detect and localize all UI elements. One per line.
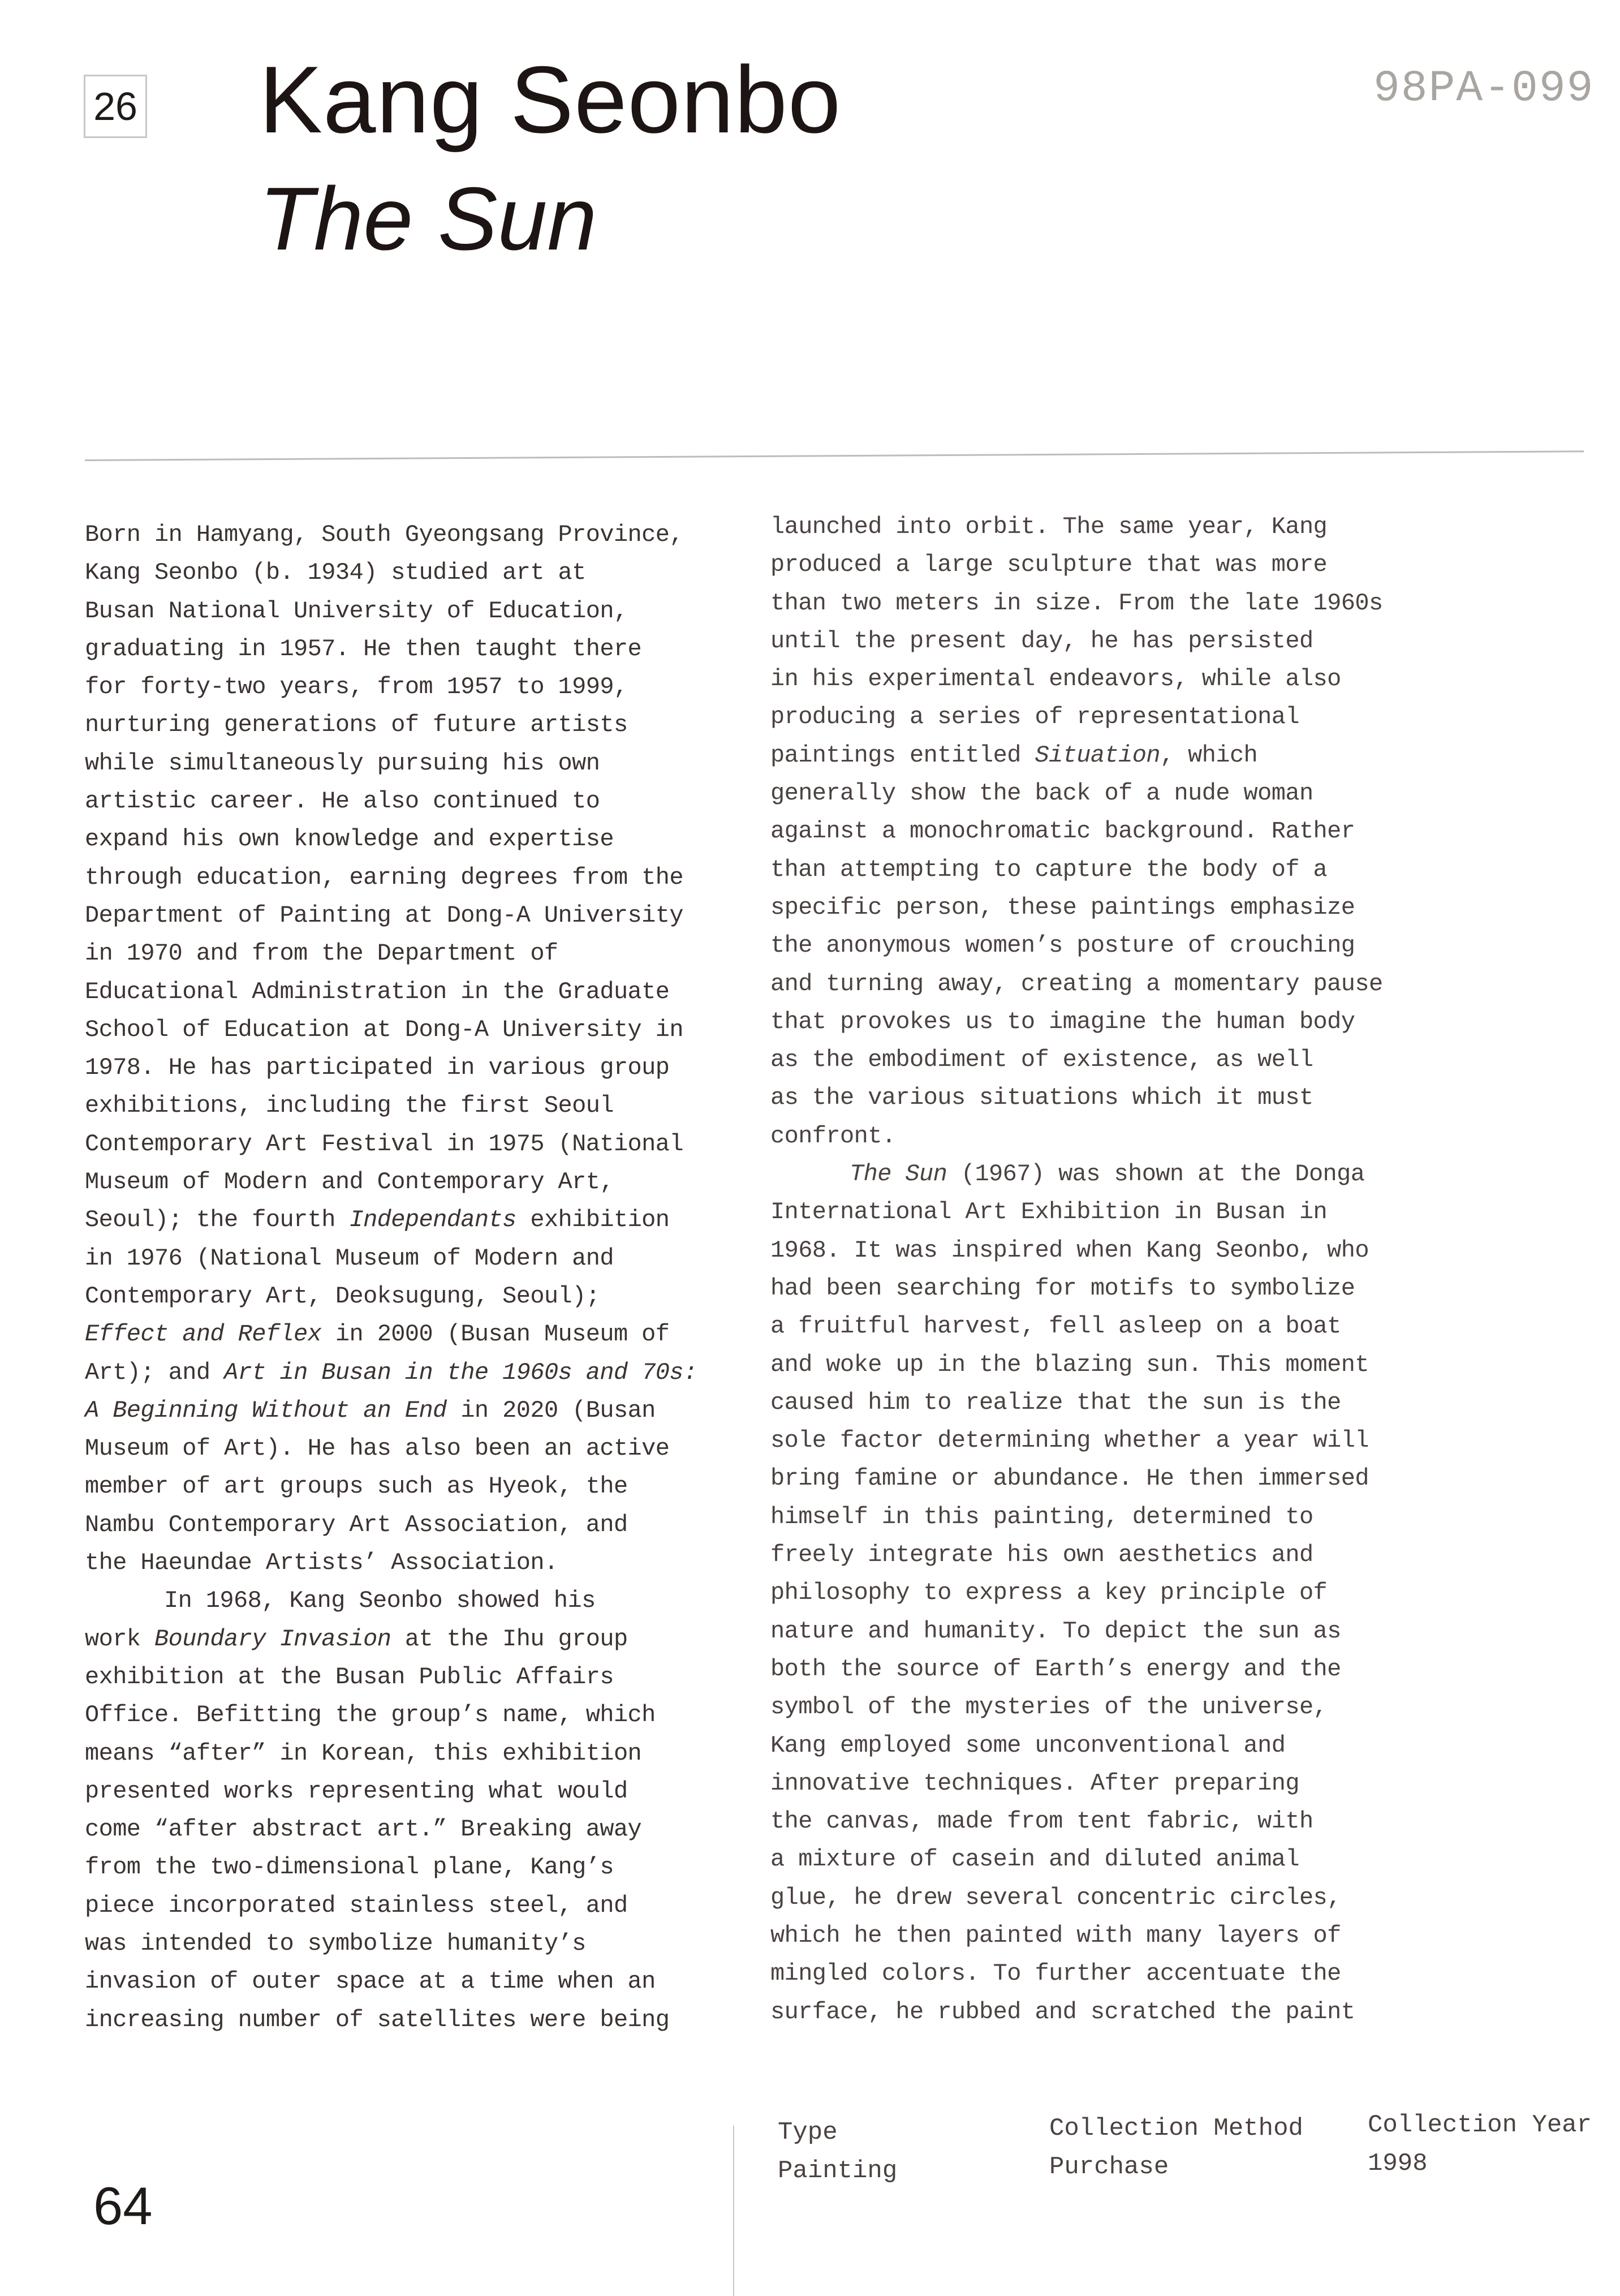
text-run: from the two-dimensional plane, Kang’s: [85, 1854, 614, 1881]
meta-collection-year: [1368, 2106, 1592, 2183]
text-run: had been searching for motifs to symbolize: [770, 1274, 1355, 1302]
text-line: [770, 1498, 1383, 1536]
text-run: Contemporary Art Festival in 1975 (National: [85, 1130, 683, 1158]
text-line: [85, 630, 697, 668]
text-run: Born in Hamyang, South Gyeongsang Province,: [85, 521, 683, 548]
text-run: philosophy to express a key principle of: [770, 1579, 1328, 1607]
text-run: as the various situations which it must: [770, 1084, 1313, 1112]
meta-method-value: Purchase: [1049, 2153, 1169, 2181]
text-run: in 1976 (National Museum of Modern and: [85, 1244, 614, 1272]
text-line: [770, 851, 1383, 889]
text-line: [85, 1506, 697, 1544]
text-line: [85, 1049, 697, 1087]
text-line: [85, 1925, 697, 1963]
text-line: [770, 1727, 1383, 1765]
text-run: presented works representing what would: [85, 1777, 628, 1805]
work-title: The Sun: [259, 169, 597, 269]
text-line: [770, 1765, 1383, 1803]
italic-title: A Beginning Without an End: [85, 1396, 447, 1424]
meta-type-label: Type: [778, 2118, 838, 2147]
text-run: as the embodiment of existence, as well: [770, 1046, 1313, 1074]
text-run: Kang employed some unconventional and: [770, 1731, 1286, 1759]
text-run: launched into orbit. The same year, Kang: [770, 513, 1328, 540]
text-line: [85, 1240, 697, 1278]
text-line: [85, 1430, 697, 1468]
text-line: [85, 1544, 697, 1582]
text-run: (1967) was shown at the Donga: [947, 1160, 1365, 1188]
text-run: the Haeundae Artists’ Association.: [85, 1549, 558, 1577]
text-run: School of Education at Dong-A University in: [85, 1016, 683, 1043]
text-run: , which: [1160, 741, 1258, 769]
text-run: Contemporary Art, Deoksugung, Seoul);: [85, 1282, 600, 1310]
text-line: [85, 554, 697, 592]
meta-type: [778, 2113, 897, 2190]
text-run: and woke up in the blazing sun. This moment: [770, 1351, 1369, 1378]
entry-number-box: [84, 75, 147, 138]
text-run: expand his own knowledge and expertise: [85, 825, 614, 853]
text-run: in 2000 (Busan Museum of: [321, 1321, 670, 1348]
text-run: through education, earning degrees from the: [85, 863, 683, 891]
text-line: [85, 1163, 697, 1201]
text-line: [770, 698, 1383, 736]
italic-title: Art in Busan in the 1960s and 70s:: [224, 1358, 697, 1386]
text-line: [85, 516, 697, 554]
text-run: the canvas, made from tent fabric, with: [770, 1808, 1313, 1835]
text-line: [770, 775, 1383, 812]
body-column-right: [770, 508, 1383, 2031]
italic-title: Effect and Reflex: [85, 1321, 322, 1348]
text-run: in 1970 and from the Department of: [85, 940, 558, 968]
text-run: specific person, these paintings emphasize: [770, 893, 1355, 921]
text-run: at the Ihu group: [391, 1625, 628, 1653]
reference-code: 98PA-099: [1373, 64, 1595, 114]
meta-year-value: 1998: [1368, 2149, 1428, 2178]
text-run: In 1968, Kang Seonbo showed his: [164, 1587, 596, 1615]
text-run: 1968. It was inspired when Kang Seonbo, who: [770, 1236, 1369, 1264]
text-line: [770, 1079, 1383, 1117]
text-line: [85, 592, 697, 630]
text-line: [770, 965, 1383, 1003]
text-line: [85, 1735, 697, 1773]
text-run: producing a series of representational: [770, 703, 1299, 731]
text-line: [85, 935, 697, 973]
text-line: [770, 1384, 1383, 1422]
meta-method-label: Collection Method: [1049, 2114, 1303, 2143]
text-line: [770, 546, 1383, 584]
text-line: [85, 1315, 697, 1353]
text-line: [85, 859, 697, 897]
text-line: [85, 745, 697, 782]
text-run: exhibition at the Busan Public Affairs: [85, 1663, 614, 1691]
text-run: sole factor determining whether a year will: [770, 1427, 1369, 1455]
text-run: Department of Painting at Dong-A University: [85, 901, 683, 929]
text-line: [85, 1658, 697, 1696]
text-line: [770, 1917, 1383, 1955]
text-line: [770, 1879, 1383, 1917]
text-line: [770, 508, 1383, 546]
text-run: Seoul); the fourth: [85, 1206, 350, 1234]
text-line: [85, 1125, 697, 1163]
text-line: [85, 1811, 697, 1848]
text-run: the anonymous women’s posture of crouching: [770, 932, 1355, 960]
text-run: and turning away, creating a momentary pause: [770, 970, 1383, 997]
text-line: [770, 1613, 1383, 1650]
text-run: graduating in 1957. He then taught there: [85, 635, 642, 663]
text-line: [770, 1803, 1383, 1841]
text-run: against a monochromatic background. Rather: [770, 818, 1355, 845]
text-run: caused him to realize that the sun is the: [770, 1388, 1341, 1416]
text-run: until the present day, he has persisted: [770, 627, 1313, 655]
text-run: Busan National University of Education,: [85, 597, 628, 625]
text-line: [85, 1087, 697, 1125]
text-line: [85, 1392, 697, 1430]
text-run: piece incorporated stainless steel, and: [85, 1891, 628, 1919]
text-run: increasing number of satellites were being: [85, 2006, 670, 2033]
italic-title: Boundary Invasion: [154, 1625, 391, 1653]
text-line: [770, 1536, 1383, 1574]
text-run: Educational Administration in the Graduate: [85, 978, 670, 1005]
text-line: [85, 897, 697, 935]
text-run: surface, he rubbed and scratched the paint: [770, 1998, 1355, 2026]
text-line: [770, 1346, 1383, 1384]
text-line: [85, 668, 697, 706]
text-line: [770, 1841, 1383, 1878]
text-run: which he then painted with many layers of: [770, 1921, 1341, 1949]
text-line: [85, 1963, 697, 2001]
text-run: come “after abstract art.” Breaking away: [85, 1816, 642, 1843]
text-run: invasion of outer space at a time when an: [85, 1968, 656, 1996]
text-run: while simultaneously pursuing his own: [85, 749, 600, 777]
text-run: himself in this painting, determined to: [770, 1503, 1313, 1530]
text-line: [770, 1270, 1383, 1308]
text-line: [770, 1993, 1383, 2031]
text-run: paintings entitled: [770, 741, 1035, 769]
text-run: exhibitions, including the first Seoul: [85, 1092, 614, 1120]
body-column-left: [85, 516, 697, 2039]
text-line: [85, 1011, 697, 1049]
text-line: [85, 1582, 697, 1620]
text-line: [770, 1688, 1383, 1726]
text-run: exhibition: [516, 1206, 670, 1234]
text-run: work: [85, 1625, 155, 1653]
text-run: nature and humanity. To depict the sun as: [770, 1617, 1341, 1645]
meta-collection-method: [1049, 2109, 1303, 2186]
text-run: both the source of Earth’s energy and the: [770, 1655, 1341, 1683]
text-line: [85, 1696, 697, 1734]
text-line: [770, 1574, 1383, 1612]
header-divider: [85, 450, 1584, 461]
text-run: bring famine or abundance. He then immersed: [770, 1465, 1369, 1493]
text-run: produced a large sculpture that was more: [770, 551, 1328, 579]
text-line: [770, 1955, 1383, 1993]
text-run: symbol of the mysteries of the universe,: [770, 1693, 1328, 1721]
text-line: [770, 889, 1383, 927]
text-run: nurturing generations of future artists: [85, 711, 628, 739]
text-run: glue, he drew several concentric circles,: [770, 1884, 1341, 1911]
text-run: mingled colors. To further accentuate the: [770, 1960, 1341, 1988]
text-line: [85, 782, 697, 820]
artist-name: Kang Seonbo: [259, 46, 842, 153]
text-run: Museum of Art). He has also been an active: [85, 1435, 670, 1463]
page-number: 64: [93, 2176, 153, 2235]
text-run: a fruitful harvest, fell asleep on a boat: [770, 1313, 1341, 1340]
text-line: [770, 1422, 1383, 1460]
text-run: than two meters in size. From the late 1960s: [770, 589, 1383, 617]
text-line: [770, 622, 1383, 660]
text-line: [85, 1201, 697, 1239]
text-line: [770, 1232, 1383, 1270]
text-run: for forty-two years, from 1957 to 1999,: [85, 673, 628, 701]
text-run: International Art Exhibition in Busan in: [770, 1198, 1328, 1226]
text-line: [85, 1887, 697, 1925]
text-run: Museum of Modern and Contemporary Art,: [85, 1168, 614, 1196]
text-line: [770, 1003, 1383, 1041]
text-line: [85, 1468, 697, 1506]
meta-year-label: Collection Year: [1368, 2111, 1592, 2139]
text-line: [85, 1278, 697, 1315]
text-run: generally show the back of a nude woman: [770, 780, 1313, 807]
text-line: [770, 1308, 1383, 1345]
text-run: member of art groups such as Hyeok, the: [85, 1473, 628, 1500]
text-line: [770, 584, 1383, 622]
footer-divider: [733, 2126, 734, 2296]
text-run: innovative techniques. After preparing: [770, 1769, 1299, 1797]
text-line: [85, 820, 697, 858]
text-run: Art); and: [85, 1358, 225, 1386]
text-line: [85, 1620, 697, 1658]
text-line: [770, 812, 1383, 850]
text-line: [770, 927, 1383, 965]
text-run: freely integrate his own aesthetics and: [770, 1541, 1313, 1569]
text-run: than attempting to capture the body of a: [770, 855, 1328, 883]
text-line: [85, 973, 697, 1011]
text-run: Office. Befitting the group’s name, which: [85, 1701, 656, 1729]
text-run: in 2020 (Busan: [446, 1396, 656, 1424]
text-run: that provokes us to imagine the human body: [770, 1008, 1355, 1035]
italic-title: The Sun: [850, 1160, 947, 1188]
text-line: [85, 1848, 697, 1886]
meta-type-value: Painting: [778, 2157, 898, 2185]
text-run: confront.: [770, 1122, 896, 1150]
text-line: [770, 1460, 1383, 1498]
text-line: [770, 1041, 1383, 1079]
text-line: [85, 1773, 697, 1811]
text-run: means “after” in Korean, this exhibition: [85, 1739, 642, 1767]
text-run: was intended to symbolize humanity’s: [85, 1929, 586, 1957]
text-run: a mixture of casein and diluted animal: [770, 1846, 1299, 1873]
text-line: [770, 660, 1383, 698]
text-line: [770, 1117, 1383, 1155]
text-run: 1978. He has participated in various group: [85, 1054, 670, 1082]
text-line: [85, 1354, 697, 1392]
text-run: in his experimental endeavors, while also: [770, 665, 1341, 693]
text-line: [770, 1155, 1383, 1193]
text-run: Nambu Contemporary Art Association, and: [85, 1511, 628, 1538]
text-line: [85, 2001, 697, 2039]
entry-number: 26: [93, 84, 137, 128]
text-line: [770, 1193, 1383, 1231]
italic-title: Independants: [349, 1206, 516, 1234]
text-line: [770, 1650, 1383, 1688]
text-run: artistic career. He also continued to: [85, 788, 600, 815]
text-run: Kang Seonbo (b. 1934) studied art at: [85, 559, 586, 587]
text-line: [770, 737, 1383, 775]
text-line: [85, 706, 697, 744]
italic-title: Situation: [1035, 741, 1160, 769]
